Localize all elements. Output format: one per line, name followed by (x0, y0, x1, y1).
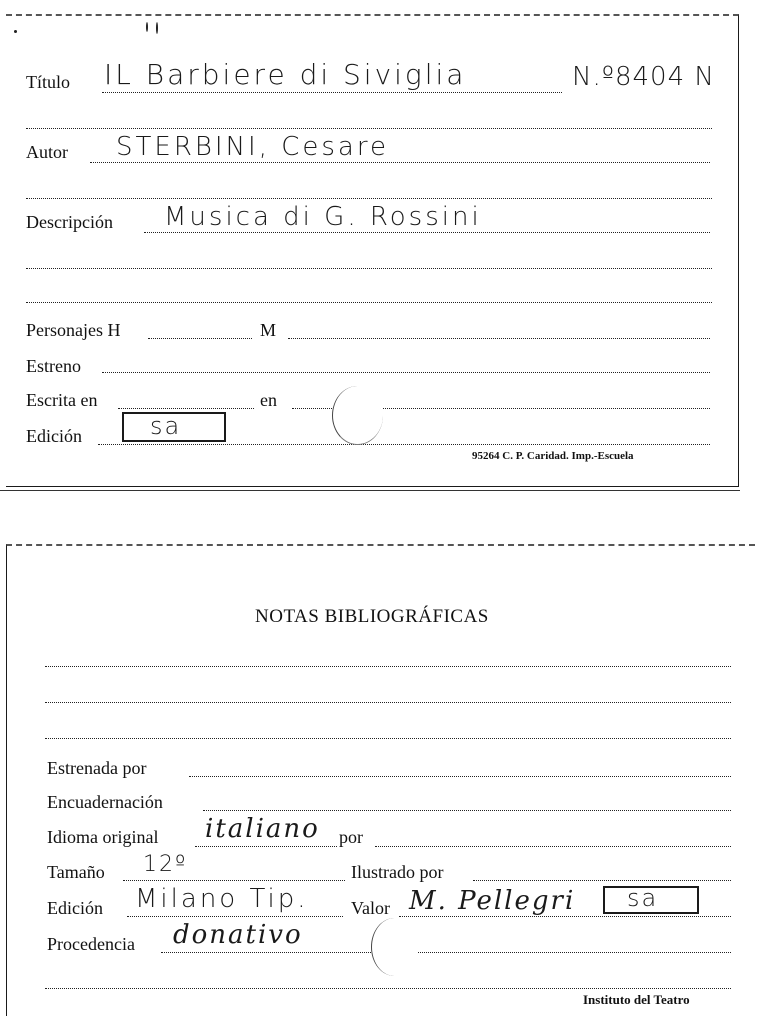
estrenada-line (189, 776, 731, 777)
personajes-m-label: M (260, 320, 277, 340)
blank-line (26, 268, 712, 269)
descripcion-label: Descripción (26, 212, 113, 232)
estrenada-label: Estrenada por (47, 758, 147, 778)
personajes-label: Personajes H (26, 320, 121, 340)
escrita-en-label: en (260, 390, 277, 410)
idioma-value: italiano (205, 814, 320, 844)
procedencia-line (161, 952, 731, 953)
back-edicion-line (127, 916, 343, 917)
blank-line (45, 988, 731, 989)
personajes-m-line (288, 338, 710, 339)
autor-line (90, 162, 710, 163)
descripcion-line (144, 232, 710, 233)
escrita-label: Escrita en (26, 390, 98, 410)
autor-value: STERBINI, Cesare (116, 132, 389, 162)
idioma-label: Idioma original (47, 827, 159, 847)
tamano-line (123, 880, 345, 881)
catalog-number: N.º8404 N (572, 62, 715, 92)
estreno-line (102, 372, 710, 373)
encuadernacion-label: Encuadernación (47, 792, 163, 812)
autor-label: Autor (26, 142, 68, 162)
ink-speck (156, 22, 158, 34)
blank-line (45, 738, 731, 739)
blank-line (45, 702, 731, 703)
institute-imprint: Instituto del Teatro (583, 992, 690, 1007)
back-edicion-value: Milano Tip. (135, 884, 309, 914)
blank-line (26, 128, 712, 129)
valor-value: M. Pellegri (409, 886, 576, 916)
edicion-label: Edición (26, 426, 82, 446)
encuadernacion-line (203, 810, 731, 811)
valor-label: Valor (351, 898, 390, 918)
back-edicion-label: Edición (47, 898, 103, 918)
ilustrado-label: Ilustrado por (351, 862, 444, 882)
edicion-line (98, 444, 710, 445)
escrita-line (118, 408, 254, 409)
notas-heading: NOTAS BIBLIOGRÁFICAS (255, 606, 489, 627)
titulo-line (102, 92, 562, 93)
catalog-card-front (6, 14, 739, 487)
titulo-label: Título (26, 72, 70, 92)
ilustrado-line (473, 880, 731, 881)
tamano-label: Tamaño (47, 862, 105, 882)
tamano-value: 12º (143, 852, 188, 877)
descripcion-value: Musica di G. Rossini (164, 202, 482, 232)
procedencia-value: donativo (173, 920, 303, 950)
titulo-value: IL Barbiere di Siviglia (104, 58, 467, 91)
ink-speck (14, 30, 17, 33)
blank-line (26, 198, 712, 199)
blank-line (26, 302, 712, 303)
valor-line (399, 916, 731, 917)
idioma-por-label: por (339, 827, 363, 847)
punch-hole (332, 386, 383, 445)
card-edge-line (0, 490, 740, 491)
procedencia-label: Procedencia (47, 934, 135, 954)
ink-speck (146, 22, 148, 32)
blank-line (45, 666, 731, 667)
printer-imprint: 95264 C. P. Caridad. Imp.-Escuela (472, 450, 634, 462)
catalog-card-back (6, 544, 755, 1016)
idioma-line (195, 846, 337, 847)
personajes-h-line (148, 338, 252, 339)
edicion-value: sa (150, 412, 182, 440)
punch-hole (371, 918, 418, 976)
idioma-por-line (375, 846, 731, 847)
estreno-label: Estreno (26, 356, 81, 376)
valor-bracket-value: sa (627, 884, 659, 912)
